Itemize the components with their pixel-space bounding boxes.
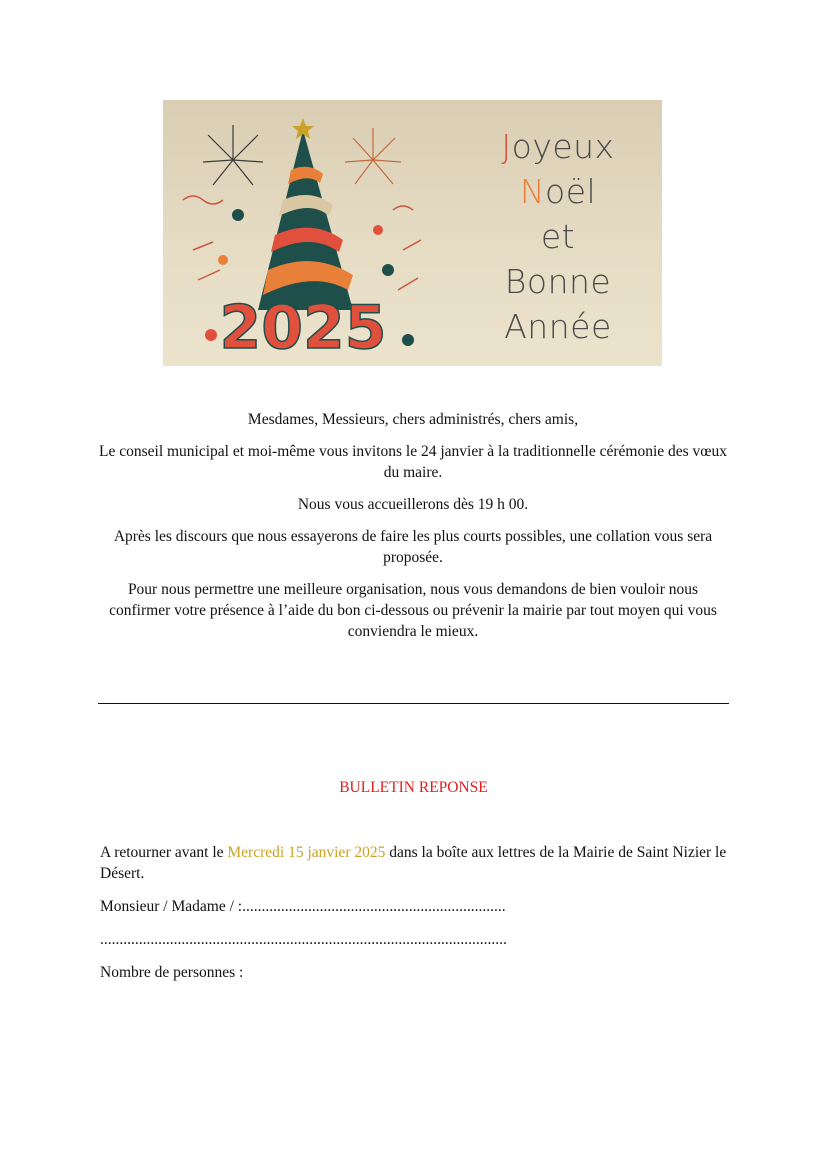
salutation: Mesdames, Messieurs, chers administrés, chers amis, bbox=[247, 411, 579, 428]
firework-right-icon bbox=[345, 128, 401, 184]
name-label: Monsieur / Madame / : bbox=[100, 898, 243, 915]
year-text: 2025 bbox=[219, 293, 387, 363]
greeting-banner bbox=[163, 100, 662, 366]
letter-paragraph-rsvp: Pour nous permettre une meilleure organisation, nous vous demandons de bien vouloir nous confirmer votre présence à l’aide du bon ci-dessous ou prévenir la mairie par tout moyen qui vous conviendra le mieux. bbox=[109, 581, 717, 640]
greeting-line-2: Noël bbox=[519, 172, 597, 211]
greeting-line-4: Bonne bbox=[504, 262, 612, 301]
bulletin-title: BULLETIN REPONSE bbox=[339, 779, 488, 796]
name-field[interactable]: .................................................................... bbox=[242, 898, 506, 915]
greeting-line-5: Année bbox=[504, 307, 612, 346]
persons-label: Nombre de personnes : bbox=[100, 964, 244, 981]
letter-paragraph-collation: Après les discours que nous essayerons de faire les plus courts possibles, une collation vous sera proposée. bbox=[113, 528, 713, 566]
return-instructions: A retourner avant le Mercredi 15 janvier 2025 dans la boîte aux lettres de la Mairie de Saint Nizier le Désert. bbox=[100, 844, 727, 882]
deadline-date: Mercredi 15 janvier 2025 bbox=[227, 844, 386, 861]
greeting-text bbox=[463, 124, 653, 349]
name-field-continuation[interactable]: ......................................................................................................... bbox=[100, 931, 507, 948]
letter-paragraph-time: Nous vous accueillerons dès 19 h 00. bbox=[297, 496, 529, 513]
invitation-letter bbox=[98, 409, 728, 653]
greeting-line-3: et bbox=[540, 217, 576, 256]
name-field-line bbox=[100, 896, 730, 917]
greeting-line-1: Joyeux bbox=[501, 127, 615, 166]
cut-line-divider bbox=[98, 703, 729, 704]
firework-left-icon bbox=[203, 125, 263, 185]
persons-field-line bbox=[100, 962, 730, 983]
reply-form bbox=[100, 842, 730, 995]
letter-paragraph-invitation: Le conseil municipal et moi-même vous invitons le 24 janvier à la traditionnelle cérémonie des vœux du maire. bbox=[99, 443, 727, 481]
